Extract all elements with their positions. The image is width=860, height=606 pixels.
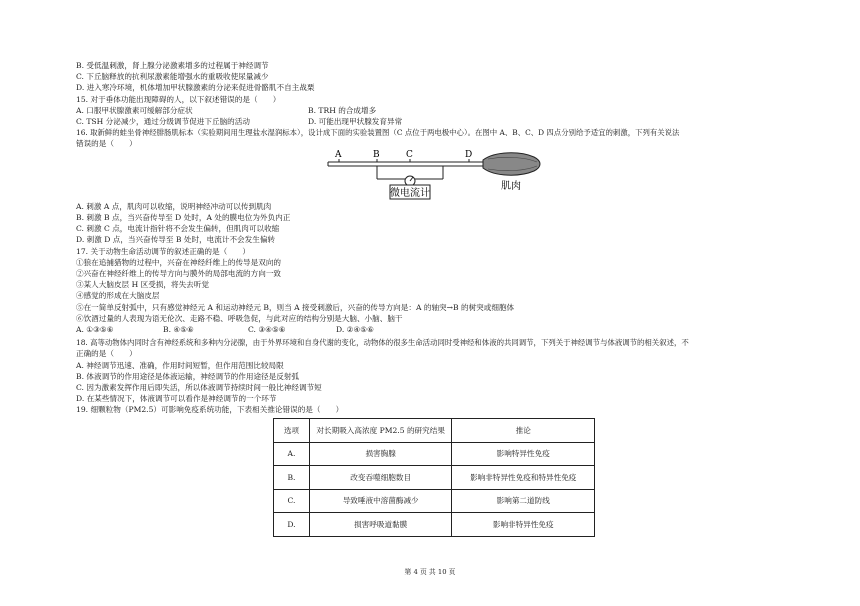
q17-option-b: B. ④⑤⑥ — [163, 325, 194, 334]
point-b-label: B — [373, 150, 380, 160]
row-c-option: C. — [274, 489, 310, 513]
q15-option-d: D. 可能出现甲状腺发育异常 — [308, 117, 403, 126]
q15-option-b: B. TRH 的合成增多 — [308, 106, 377, 115]
q17-option-c: C. ③④⑤⑥ — [248, 325, 286, 334]
q16-option-d: D. 刺激 D 点，当兴奋传导至 B 处时，电流计不会发生偏转 — [76, 235, 276, 244]
q17-item-1: ①狼在追捕猎物的过程中，兴奋在神经纤维上的传导是双向的 — [76, 258, 282, 267]
q17-item-4: ④感觉的形成在大脑皮层 — [76, 291, 160, 300]
header-result: 对长期吸入高浓度 PM2.5 的研究结果 — [309, 419, 452, 443]
row-d-option: D. — [274, 513, 310, 537]
point-c-label: C — [406, 150, 413, 160]
row-c-inference: 影响第二道防线 — [452, 489, 595, 513]
table-row — [274, 466, 595, 490]
q16-option-a: A. 刺激 A 点，肌肉可以收缩，说明神经冲动可以传到肌肉 — [76, 202, 272, 211]
row-b-option: B. — [274, 466, 310, 490]
prev-option-c: C. 下丘脑释放的抗利尿激素能增强水的重吸收使尿量减少 — [76, 72, 269, 81]
q17-item-3: ③某人大脑皮层 H 区受损，将失去听觉 — [76, 280, 209, 289]
row-c-result: 导致唾液中溶菌酶减少 — [309, 489, 452, 513]
meter-label: 微电流计 — [390, 188, 430, 199]
table-header-row — [274, 419, 595, 443]
point-d-label: D — [465, 150, 473, 160]
prev-option-b: B. 受低温刺激，肾上腺分泌激素增多的过程属于神经调节 — [76, 61, 269, 70]
q19-stem: 19. 细颗粒物（PM2.5）可影响免疫系统功能，下表相关推论错误的是（ ） — [76, 405, 344, 414]
row-d-result: 损害呼吸道黏膜 — [309, 513, 452, 537]
q18-option-d: D. 在某些情况下，体液调节可以看作是神经调节的一个环节 — [76, 394, 277, 403]
q18-stem-cont: 正确的是（ ） — [76, 349, 137, 358]
q17-option-d: D. ②④⑤⑥ — [336, 325, 374, 334]
page-footer: 第 4 页 共 10 页 — [404, 568, 456, 576]
q18-option-c: C. 因为激素发挥作用后即失活，所以体液调节持续时间一般比神经调节短 — [76, 383, 322, 392]
q18-option-a: A. 神经调节迅速、准确，作用时间短暂，但作用范围比较局限 — [76, 361, 284, 370]
q17-item-2: ②兴奋在神经纤维上的传导方向与膜外的局部电流的方向一致 — [76, 269, 282, 278]
q15-option-a: A. 口服甲状腺激素可缓解部分症状 — [76, 106, 193, 115]
q16-option-c: C. 刺激 C 点，电流计指针将不会发生偏转，但肌肉可以收缩 — [76, 224, 280, 233]
q15-option-c: C. TSH 分泌减少，通过分级调节促进下丘脑的活动 — [76, 117, 250, 126]
row-d-inference: 影响非特异性免疫 — [452, 513, 595, 537]
q17-option-a: A. ①③⑤⑥ — [76, 325, 114, 334]
q18-option-b: B. 体液调节的作用途径是体液运输，神经调节的作用途径是反射弧 — [76, 372, 300, 381]
q17-item-5: ⑤在一简单反射弧中，只有感觉神经元 A 和运动神经元 B，则当 A 接受刺激后，兴奋的传导方向是：A 的轴突→B 的树突或细胞体 — [76, 303, 515, 312]
point-a-label: A — [335, 150, 342, 160]
row-a-inference: 影响特异性免疫 — [452, 442, 595, 466]
q18-stem: 18. 高等动物体内同时含有神经系统和多种内分泌腺，由于外界环境和自身代谢的变化，动物体的很多生命活动同时受神经和体液的共同调节，下列关于神经调节与体液调节的相关叙述，不 — [76, 338, 689, 347]
row-b-result: 改变吞噬细胞数目 — [309, 466, 452, 490]
q16-option-b: B. 刺激 B 点，当兴奋传导至 D 处时，A 处的膜电位为外负内正 — [76, 213, 291, 222]
table-row — [274, 442, 595, 466]
table-row — [274, 489, 595, 513]
q15-stem: 15. 对于垂体功能出现障碍的人，以下叙述错误的是（ ） — [76, 95, 281, 104]
row-a-option: A. — [274, 442, 310, 466]
row-b-inference: 影响非特异性免疫和特异性免疫 — [452, 466, 595, 490]
q17-stem: 17. 关于动物生命活动调节的叙述正确的是（ ） — [76, 247, 250, 256]
nerve-muscle-diagram — [320, 145, 550, 207]
q16-stem-cont: 错误的是（ ） — [76, 139, 137, 148]
prev-option-d: D. 进入寒冷环境，机体增加甲状腺激素的分泌来促进骨骼肌不自主战栗 — [76, 83, 315, 92]
header-inference: 推论 — [452, 419, 595, 443]
table-row — [274, 513, 595, 537]
header-option: 选项 — [274, 419, 310, 443]
q17-item-6: ⑥饮酒过量的人表现为语无伦次、走路不稳、呼吸急促，与此对应的结构分别是大脑、小脑、脑干 — [76, 314, 403, 323]
muscle-icon — [483, 153, 540, 175]
q16-stem: 16. 取新鲜的蛙坐骨神经腓肠肌标本（实验期间用生理盐水湿润标本），设计成下面的实验装置图（C 点位于两电极中心）。在图中 A、B、C、D 四点分别给予适宜的刺激，下列有关说法 — [76, 128, 680, 137]
row-a-result: 损害胸腺 — [309, 442, 452, 466]
pm25-results-table — [273, 418, 595, 537]
muscle-label: 肌肉 — [501, 181, 521, 192]
